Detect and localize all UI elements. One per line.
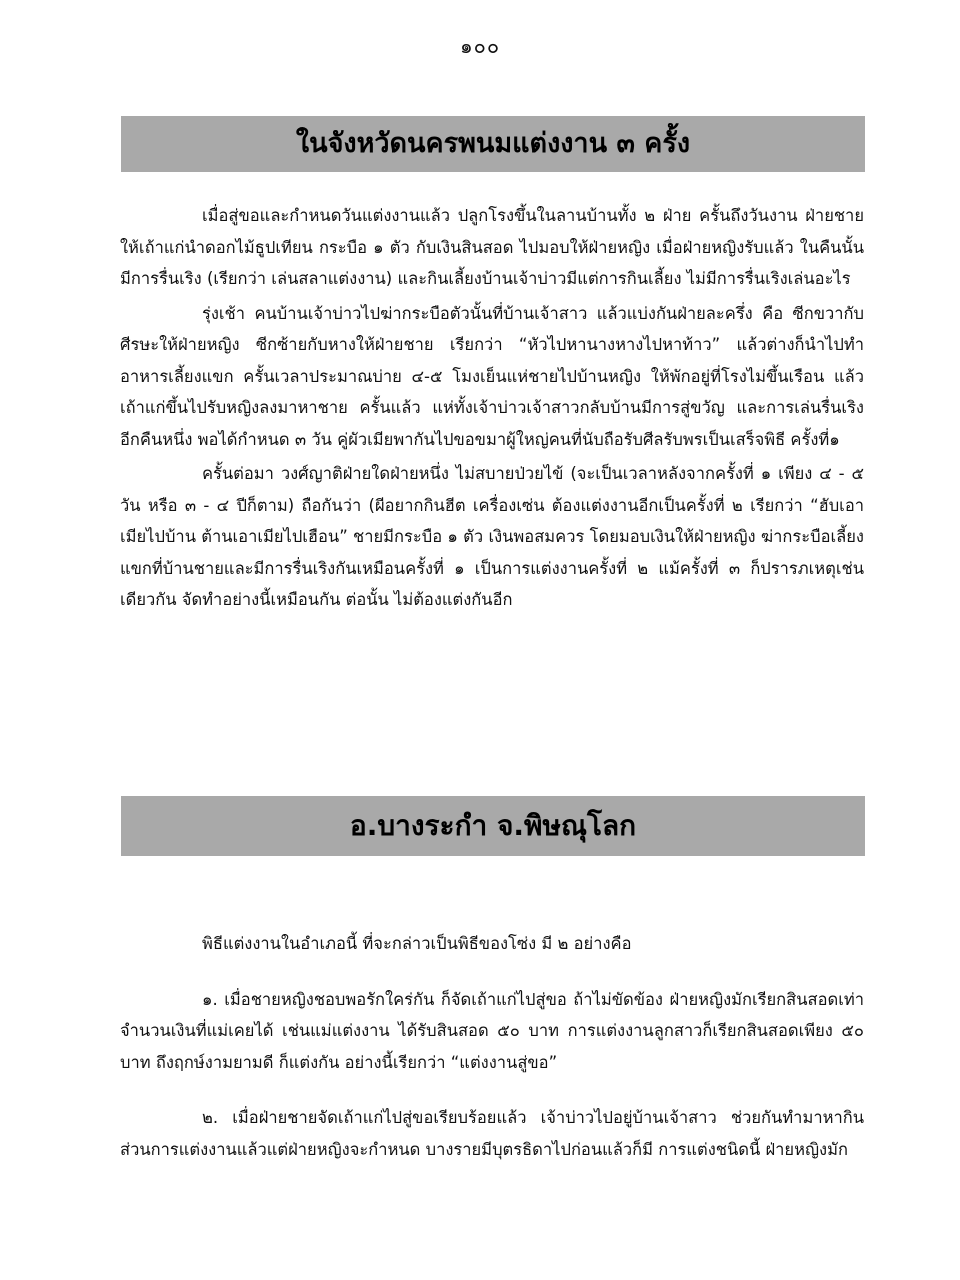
list-item-2: ๒. เมื่อฝ่ายชายจัดเถ้าแก่ไปสู่ขอเรียบร้อยแล้ว เจ้าบ่าวไปอยู่บ้านเจ้าสาว ช่วยกันทำมาหากิน ส่วนการแต่งงานแล้วแต่ฝ่ายหญิงจะกำหนด บางรายมีบุตรธิดาไปก่อนแล้วก็มี การแต่งชนิดนี้ ฝ่ายหญิงมัก (120, 1108, 864, 1159)
section-heading-nakhon-phanom: ในจังหวัดนครพนมแต่งงาน ๓ ครั้ง (121, 116, 865, 172)
paragraph-intro: พิธีแต่งงานในอำเภอนี้ ที่จะกล่าวเป็นพิธีของโซ่ง มี ๒ อย่างคือ (202, 934, 632, 953)
section-nakhon-phanom-body (120, 200, 864, 616)
paragraph: ครั้นต่อมา วงศ์ญาติฝ่ายใดฝ่ายหนึ่ง ไม่สบายป่วยไข้ (จะเป็นเวลาหลังจากครั้งที่ ๑ เพียง ๔ - ๕ วัน หรือ ๓ - ๔ ปีก็ตาม) ถือกันว่า (ผีอยากกินฮีต เครื่องเซ่น ต้องแต่งงานอีกเป็นครั้งที่ ๒ เรียกว่า “ฮับเอาเมียไปบ้าน ต้านเอาเมียไปเฮือน” ชายมีกระบือ ๑ ตัว เงินพอสมควร โดยมอบเงินให้ฝ่ายหญิง ฆ่ากระบือเลี้ยงแขกที่บ้านชายและมีการรื่นเริงกันเหมือนครั้งที่ ๑ เป็นการแต่งงานครั้งที่ ๒ แม้ครั้งที่ ๓ ก็ปรารภเหตุเช่นเดียวกัน จัดทำอย่างนี้เหมือนกัน ต่อนั้น ไม่ต้องแต่งกันอีก (120, 464, 864, 609)
list-item-1: ๑. เมื่อชายหญิงชอบพอรักใคร่กัน ก็จัดเถ้าแก่ไปสู่ขอ ถ้าไม่ขัดข้อง ฝ่ายหญิงมักเรียกสินสอดเท่าจำนวนเงินที่แม่เคยได้ เช่นแม่แต่งงาน ได้รับสินสอด ๕๐ บาท การแต่งงานลูกสาวก็เรียกสินสอดเพียง ๕๐ บาท ถึงฤกษ์งามยามดี ก็แต่งกัน อย่างนี้เรียกว่า “แต่งงานสู่ขอ” (120, 989, 864, 1072)
section-heading-bang-rakam: อ.บางระกำ จ.พิษณุโลก (121, 796, 865, 856)
paragraph: เมื่อสู่ขอและกำหนดวันแต่งงานแล้ว ปลูกโรงขึ้นในลานบ้านทั้ง ๒ ฝ่าย ครั้นถึงวันงาน ฝ่ายชายให้เถ้าแก่นำดอกไม้ธูปเทียน กระบือ ๑ ตัว กับเงินสินสอด ไปมอบให้ฝ่ายหญิง เมื่อฝ่ายหญิงรับแล้ว ในคืนนั้นมีการรื่นเริง (เรียกว่า เล่นสลาแต่งงาน) และกินเลี้ยงบ้านเจ้าบ่าวมีแต่การกินเลี้ยง ไม่มีการรื่นเริงเล่นอะไร (120, 206, 864, 288)
page-number: ๑๐๐ (459, 34, 501, 58)
section-bang-rakam-body (120, 928, 864, 1165)
paragraph: รุ่งเช้า คนบ้านเจ้าบ่าวไปฆ่ากระบือตัวนั้นที่บ้านเจ้าสาว แล้วแบ่งกันฝ่ายละครึ่ง คือ ซีกขวากับศีรษะให้ฝ่ายหญิง ซีกซ้ายกับหางให้ฝ่ายชาย เรียกว่า “หัวไปหานางหางไปหาท้าว” แล้วต่างก็นำไปทำอาหารเลี้ยงแขก ครั้นเวลาประมาณบ่าย ๔-๕ โมงเย็นแห่ชายไปบ้านหญิง ให้พักอยู่ที่โรงไม่ขึ้นเรือน แล้วเถ้าแก่ขึ้นไปรับหญิงลงมาหาชาย ครั้นแล้ว แห่ทั้งเจ้าบ่าวเจ้าสาวกลับบ้านมีการสู่ขวัญ และการเล่นรื่นเริงอีกคืนหนึ่ง พอได้กำหนด ๓ วัน คู่ผัวเมียพากันไปขอขมาผู้ใหญ่คนที่นับถือรับศีลรับพรเป็นเสร็จพิธี ครั้งที่๑ (120, 303, 864, 449)
